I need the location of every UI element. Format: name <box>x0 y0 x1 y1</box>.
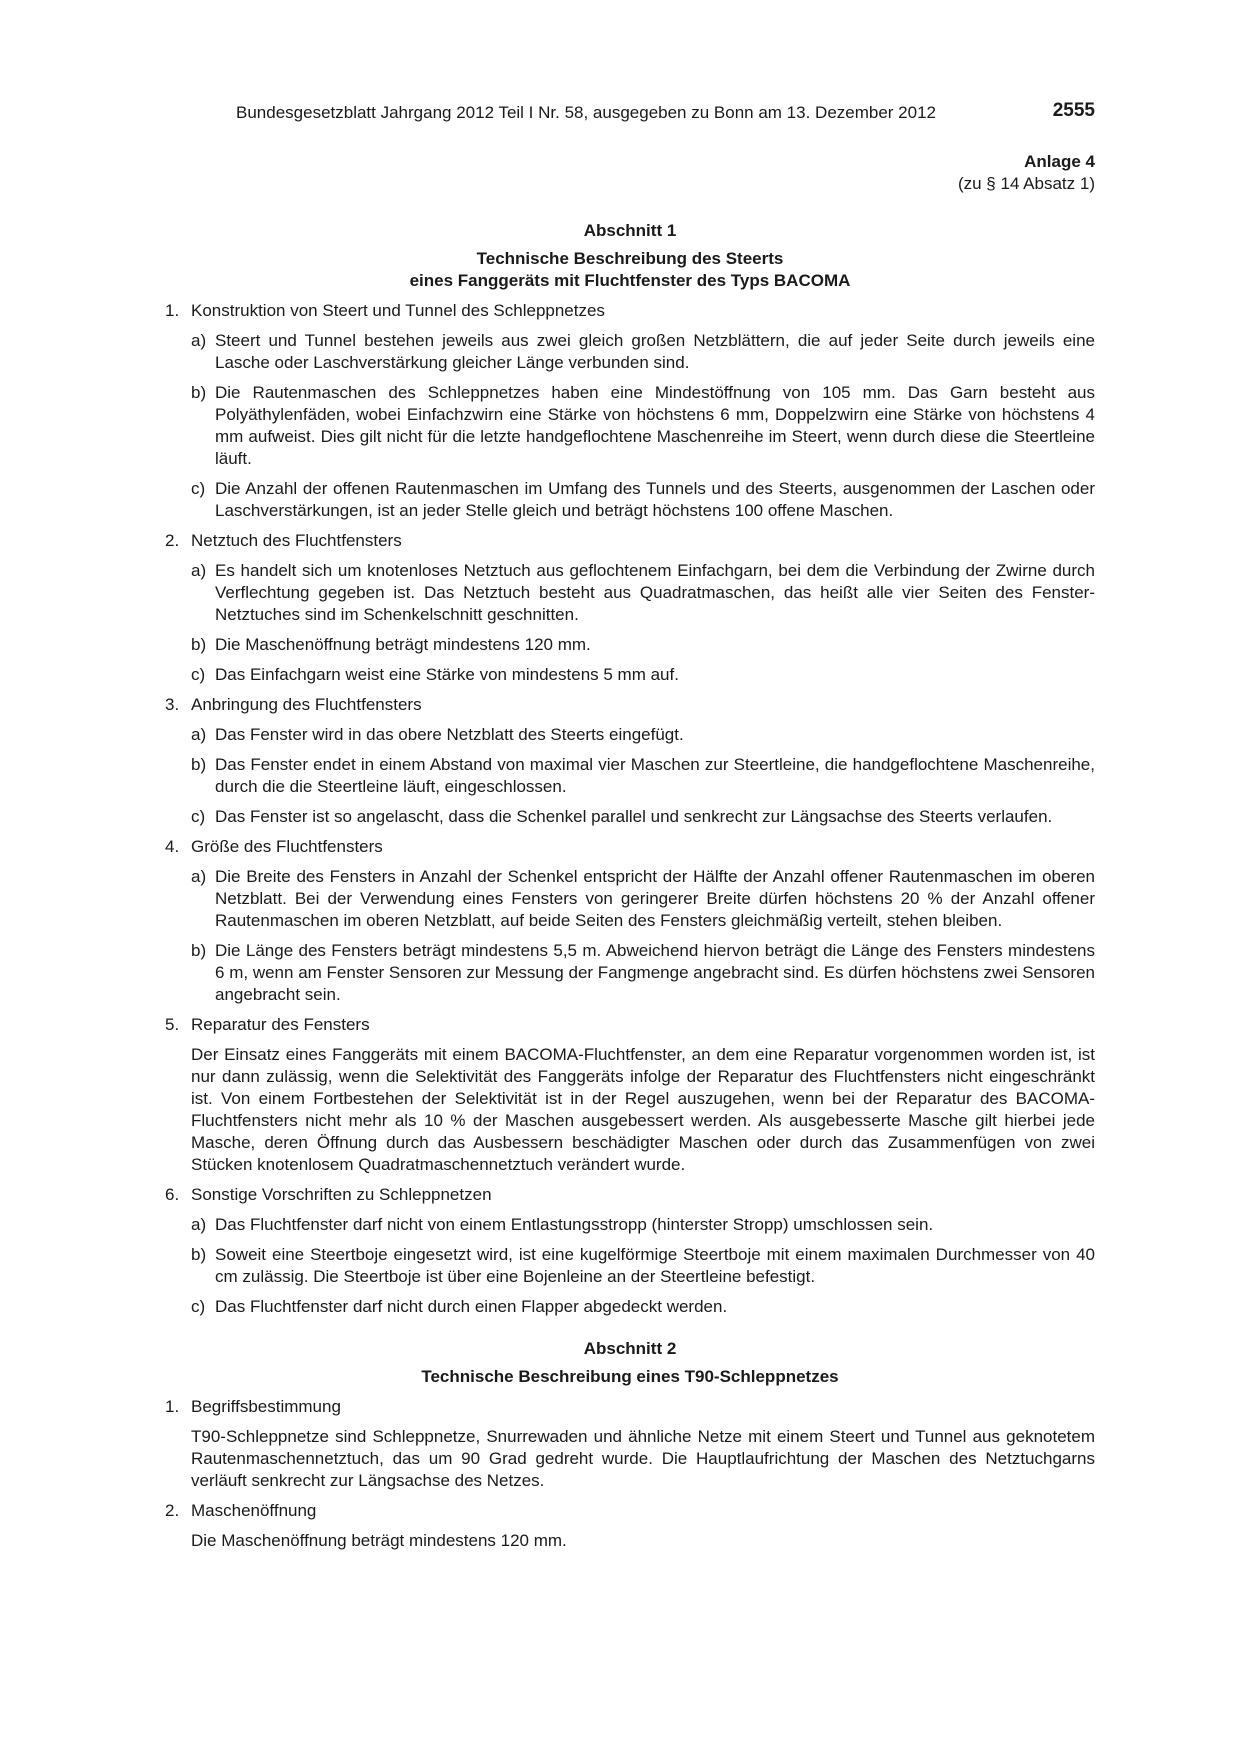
section-2-title: Abschnitt 2 <box>583 1339 677 1358</box>
page-number: 2555 <box>1052 100 1095 121</box>
sub-text: Das Fluchtfenster darf nicht von einem Entlastungsstropp (hinterster Stropp) umschlossen sein. <box>215 1215 934 1234</box>
item-heading: Konstruktion von Steert und Tunnel des Schleppnetzes <box>191 301 605 320</box>
sub-text: Das Fenster ist so angelascht, dass die Schenkel parallel und senkrecht zur Längsachse des Steerts verlaufen. <box>215 807 1053 826</box>
annex-label <box>958 151 1095 195</box>
s2-item-2-paragraph: Die Maschenöffnung beträgt mindestens 120 mm. <box>191 1531 567 1550</box>
s1-item-1-c <box>165 478 1095 522</box>
s1-item-6-a <box>165 1214 1095 1236</box>
s1-item-4-b <box>165 940 1095 1006</box>
item-heading: Anbringung des Fluchtfensters <box>191 695 422 714</box>
sub-letter: a) <box>191 725 207 744</box>
sub-text: Soweit eine Steertboje eingesetzt wird, ist eine kugelförmige Steertboje mit einem maximalen Durchmesser von 40 cm zulässig. Die Steertboje ist über eine Bojenleine an der Steertleine befestigt. <box>215 1245 1095 1286</box>
item-number: 2. <box>165 531 180 550</box>
s1-item-2-b <box>165 634 1095 656</box>
sub-letter: c) <box>191 665 206 684</box>
item-number: 1. <box>165 1397 180 1416</box>
sub-letter: a) <box>191 867 207 886</box>
item-number: 4. <box>165 837 180 856</box>
section-1-subtitle-line1: Technische Beschreibung des Steerts <box>476 249 784 268</box>
running-header <box>236 100 1095 126</box>
document-body <box>165 220 1095 1552</box>
sub-text: Steert und Tunnel bestehen jeweils aus zwei gleich großen Netzblättern, die auf jeder Seite durch jeweils eine Lasche oder Laschverstärkung gleicher Länge verbunden sind. <box>215 331 1095 372</box>
item-number: 1. <box>165 301 180 320</box>
s1-item-1-a <box>165 330 1095 374</box>
item-number: 6. <box>165 1185 180 1204</box>
s1-item-3-c <box>165 806 1095 828</box>
sub-letter: b) <box>191 635 207 654</box>
item-heading: Größe des Fluchtfensters <box>191 837 383 856</box>
s2-item-1 <box>165 1396 1095 1418</box>
sub-letter: b) <box>191 755 207 774</box>
sub-letter: a) <box>191 561 207 580</box>
item-heading: Reparatur des Fensters <box>191 1015 370 1034</box>
s1-item-2-a <box>165 560 1095 626</box>
sub-letter: b) <box>191 383 207 402</box>
s1-item-6-b <box>165 1244 1095 1288</box>
sub-text: Die Länge des Fensters beträgt mindestens 5,5 m. Abweichend hiervon beträgt die Länge des Fensters mindestens 6 m, wenn am Fenster Sensoren zur Messung der Fangmenge angebracht sind. Es dürfen höchstens zwei Sensoren angebracht sein. <box>215 941 1095 1004</box>
annex-reference: (zu § 14 Absatz 1) <box>957 174 1095 193</box>
s1-item-3 <box>165 694 1095 716</box>
sub-text: Die Anzahl der offenen Rautenmaschen im Umfang des Tunnels und des Steerts, ausgenommen der Laschen oder Laschverstärkungen, ist an jeder Stelle gleich und beträgt höchstens 100 offene Maschen. <box>215 479 1095 520</box>
sub-text: Das Fenster endet in einem Abstand von maximal vier Maschen zur Steertleine, die handgeflochtene Maschenreihe, durch die die Steertleine läuft, eingeschlossen. <box>215 755 1095 796</box>
sub-text: Die Breite des Fensters in Anzahl der Schenkel entspricht der Hälfte der Anzahl offener Rautenmaschen im oberen Netzblatt. Bei der Verwendung eines Fensters von geringerer Breite dürfen höchstens 20 % der Anzahl offener Rautenmaschen im oberen Netzblatt, auf beide Seiten des Fensters gleichmäßig verteilt, stehen bleiben. <box>215 867 1095 930</box>
sub-letter: a) <box>191 331 207 350</box>
sub-text: Das Einfachgarn weist eine Stärke von mindestens 5 mm auf. <box>215 665 679 684</box>
s1-item-4-a <box>165 866 1095 932</box>
sub-letter: b) <box>191 941 207 960</box>
item-number: 3. <box>165 695 180 714</box>
s1-item-6-c <box>165 1296 1095 1318</box>
item-heading: Begriffsbestimmung <box>191 1397 341 1416</box>
sub-letter: b) <box>191 1245 207 1264</box>
s2-item-1-paragraph: T90-Schleppnetze sind Schleppnetze, Snurrewaden und ähnliche Netze mit einem Steert und Tunnel aus geknotetem Rautenmaschennetztuch, das um 90 Grad gedreht wurde. Die Hauptlaufrichtung der Maschen des Netztuchgarns verläuft senkrecht zur Längsachse des Netzes. <box>191 1427 1095 1490</box>
sub-letter: c) <box>191 807 206 826</box>
s1-item-1-b <box>165 382 1095 470</box>
s2-item-2 <box>165 1500 1095 1522</box>
s1-item-3-a <box>165 724 1095 746</box>
s1-item-6 <box>165 1184 1095 1206</box>
item-heading: Maschenöffnung <box>191 1501 317 1520</box>
section-1-subtitle <box>165 248 1095 292</box>
sub-text: Es handelt sich um knotenloses Netztuch aus geflochtenem Einfachgarn, bei dem die Verbindung der Zwirne durch Verflechtung gegeben ist. Das Netztuch besteht aus Quadratmaschen, das heißt alle vier Seiten des Fenster-Netztuches sind im Schenkelschnitt geschnitten. <box>215 561 1095 624</box>
item-number: 5. <box>165 1015 180 1034</box>
sub-text: Die Maschenöffnung beträgt mindestens 120 mm. <box>215 635 591 654</box>
sub-letter: a) <box>191 1215 207 1234</box>
sub-letter: c) <box>191 1297 206 1316</box>
running-title: Bundesgesetzblatt Jahrgang 2012 Teil I Nr. 58, ausgegeben zu Bonn am 13. Dezember 2012 <box>236 103 936 122</box>
s1-item-2-c <box>165 664 1095 686</box>
sub-letter: c) <box>191 479 206 498</box>
s1-item-1 <box>165 300 1095 322</box>
s1-item-5-paragraph: Der Einsatz eines Fanggeräts mit einem BACOMA-Fluchtfenster, an dem eine Reparatur vorgenommen worden ist, ist nur dann zulässig, wenn die Selektivität des Fanggeräts infolge der Reparatur des Fluchtfensters nicht eingeschränkt ist. Von einem Fortbestehen der Selektivität ist in der Regel auszugehen, wenn bei der Reparatur des BACOMA-Fluchtfensters nicht mehr als 10 % der Maschen ausgebessert werden. Als ausgebesserte Masche gilt hierbei jede Masche, deren Öffnung durch das Ausbessern beschädigter Maschen oder durch das Zusammenfügen von zwei Stücken knotenlosem Quadratmaschennetztuch verändert wurde. <box>191 1045 1095 1174</box>
section-1-title: Abschnitt 1 <box>583 221 677 240</box>
sub-text: Das Fenster wird in das obere Netzblatt des Steerts eingefügt. <box>215 725 684 744</box>
s1-item-2 <box>165 530 1095 552</box>
item-number: 2. <box>165 1501 180 1520</box>
sub-text: Die Rautenmaschen des Schleppnetzes haben eine Mindestöffnung von 105 mm. Das Garn besteht aus Polyäthylenfäden, wobei Einfachzwirn eine Stärke von höchstens 6 mm, Doppelzwirn eine Stärke von höchstens 4 mm aufweist. Dies gilt nicht für die letzte handgeflochtene Maschenreihe im Steert, wenn durch diese die Steertleine läuft. <box>215 383 1095 468</box>
s1-item-5 <box>165 1014 1095 1036</box>
section-1-subtitle-line2: eines Fanggeräts mit Fluchtfenster des Typs BACOMA <box>409 271 851 290</box>
s1-item-4 <box>165 836 1095 858</box>
sub-text: Das Fluchtfenster darf nicht durch einen Flapper abgedeckt werden. <box>215 1297 728 1316</box>
section-2-subtitle: Technische Beschreibung eines T90-Schleppnetzes <box>421 1367 839 1386</box>
item-heading: Sonstige Vorschriften zu Schleppnetzen <box>191 1185 492 1204</box>
item-heading: Netztuch des Fluchtfensters <box>191 531 402 550</box>
s1-item-3-b <box>165 754 1095 798</box>
annex-title: Anlage 4 <box>1024 152 1095 171</box>
